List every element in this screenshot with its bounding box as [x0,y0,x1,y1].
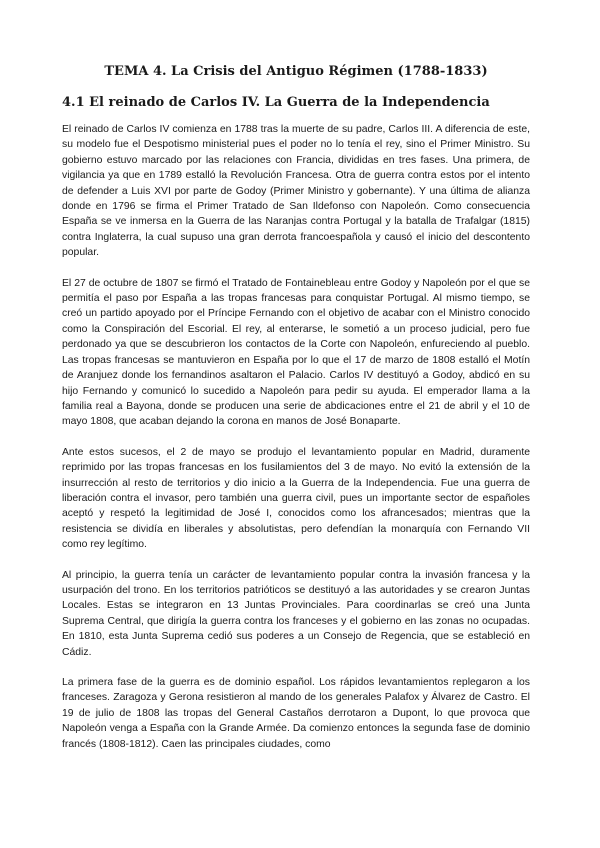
paragraph-5: La primera fase de la guerra es de dominio español. Los rápidos levantamientos replegaron a los franceses. Zaragoza y Gerona resistieron al mando de los generales Palafox y Álvarez de Castro. El 19 de julio de 1808 las tropas del General Castaños derrotaron a Dupont, lo que provoca que Napoleón venga a España con la Grande Armée. Da comienzo entonces la segunda fase de dominio francés (1808-1812). Caen las principales ciudades, como [62,677,530,750]
document-page [62,64,530,767]
paragraph-2: El 27 de octubre de 1807 se firmó el Tratado de Fontainebleau entre Godoy y Napoleón por el que se permitía el paso por España a las tropas francesas para conquistar Portugal. Al mismo tiempo, se creó un partido apoyado por el Príncipe Fernando con el objetivo de acabar con el Ministro conocido como la Conspiración del Escorial. El rey, al enterarse, le sometió a un proceso judicial, pero fue perdonado ya que se descubrieron los contactos de la Corte con Napoleón, enfureciendo al pueblo. Las tropas francesas se mantuvieron en España por lo que el 17 de marzo de 1808 estalló el Motín de Aranjuez donde los fernandinos asaltaron el Palacio. Carlos IV destituyó a Godoy, abdicó en su hijo Fernando y comunicó lo sucedido a Napoleón para pedir su ayuda. El emperador llama a la familia real a Bayona, donde se producen una serie de abdicaciones entre el 21 de abril y el 10 de mayo 1808, que acaban dejando la corona en manos de José Bonaparte. [62,277,530,428]
document-title: TEMA 4. La Crisis del Antiguo Régimen (1788-1833) [104,64,488,79]
paragraph-4: Al principio, la guerra tenía un carácter de levantamiento popular contra la invasión francesa y la usurpación del trono. En los territorios patrióticos se destituyó a las autoridades y se crearon Juntas Locales. Estas se integraron en 13 Juntas Provinciales. Para coordinarlas se creó una Junta Suprema Central, que dirigía la guerra contra los franceses y el gobierno en las zonas no ocupadas. En 1810, esta Junta Suprema cedió sus poderes a un Consejo de Regencia, que se estableció en Cádiz. [62,569,530,658]
section-title: 4.1 El reinado de Carlos IV. La Guerra de la Independencia [62,95,490,110]
paragraph-1: El reinado de Carlos IV comienza en 1788 tras la muerte de su padre, Carlos III. A diferencia de este, su modelo fue el Despotismo ministerial pues el poder no lo tenía el rey, sino el Primer Ministro. Su gobierno estuvo marcado por las relaciones con Francia, divididas en tres fases. Una primera, de vigilancia ya que en 1789 estalló la Revolución Francesa. Otra de guerra contra estos por el intento de defender a Luis XVI por parte de Godoy (Primer Ministro y gobernante). Y una última de alianza donde en 1796 se firma el Primer Tratado de San Ildefonso con Napoleón. Como consecuencia España se ve inmersa en la Guerra de las Naranjas contra Portugal y la batalla de Trafalgar (1815) contra Inglaterra, la cual supuso una gran derrota francoespañola y causó el inicio del descontento popular. [62,124,530,259]
paragraph-3: Ante estos sucesos, el 2 de mayo se produjo el levantamiento popular en Madrid, duramente reprimido por las tropas francesas en los fusilamientos del 3 de mayo. No evitó la extensión de la insurrección al resto de territorios y dio inicio a la Guerra de la Independencia. Fue una guerra de liberación contra el invasor, pero también una guerra civil, pues un importante sector de españoles aceptó y respetó la legitimidad de José I, conocidos como los afrancesados; mientras que la resistencia se dividía en liberales y absolutistas, pero defendían la monarquía con Fernando VII como rey legítimo. [62,446,530,551]
